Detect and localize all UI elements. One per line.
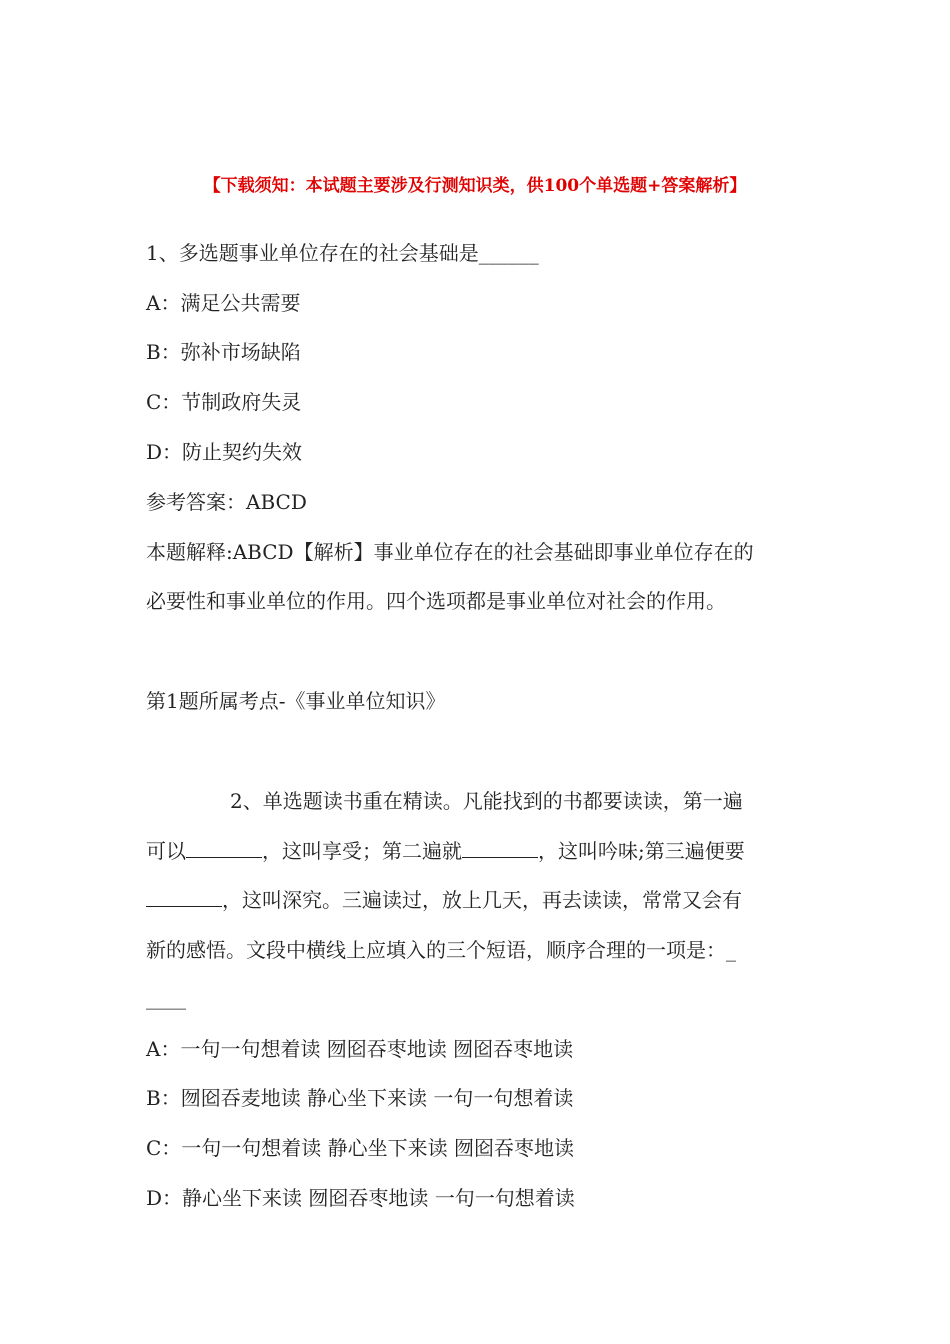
download-notice: 【下载须知：本试题主要涉及行测知识类，供100个单选题+答案解析】: [203, 176, 747, 196]
q1-stem-text: 1、多选题事业单位存在的社会基础是: [146, 241, 479, 265]
q1-option-a: A：满足公共需要: [146, 291, 301, 315]
q1-explanation-line2: 必要性和事业单位的作用。四个选项都是事业单位对社会的作用。: [146, 589, 726, 613]
q2-option-a: A：一句一句想着读 囫囵吞枣地读 囫囵吞枣地读: [146, 1037, 574, 1061]
q2-blank-3: [146, 888, 222, 907]
q2-stem-line5: ____: [146, 986, 186, 1010]
q1-answer: 参考答案：ABCD: [146, 490, 307, 514]
q2-text-2c: ，这叫吟味;第三遍便要: [538, 839, 745, 863]
q1-knowledge-point: 第1题所属考点-《事业单位知识》: [146, 689, 446, 713]
q2-stem-line3: [146, 887, 742, 913]
q2-text-2a: 可以: [146, 839, 186, 863]
q1-blank: ______: [478, 241, 539, 265]
q2-stem-line2: [146, 838, 745, 864]
q1-option-c: C：节制政府失灵: [146, 390, 302, 414]
q1-option-d: D：防止契约失效: [146, 440, 303, 464]
q2-blank-2: [462, 839, 538, 858]
q1-explanation-line1: 本题解释:ABCD【解析】事业单位存在的社会基础即事业单位存在的: [146, 540, 754, 564]
q1-stem: [146, 240, 539, 266]
q2-text-2b: ，这叫享受；第二遍就: [262, 839, 462, 863]
q2-option-d: D：静心坐下来读 囫囵吞枣地读 一句一句想着读: [146, 1186, 575, 1210]
q2-option-b: B：囫囵吞麦地读 静心坐下来读 一句一句想着读: [146, 1086, 574, 1110]
q2-blank-1: [186, 839, 262, 858]
q1-option-b: B：弥补市场缺陷: [146, 340, 301, 364]
q2-stem-line1: 2、单选题读书重在精读。凡能找到的书都要读读，第一遍: [230, 789, 743, 813]
q2-text-3: ，这叫深究。三遍读过，放上几天，再去读读，常常又会有: [222, 888, 742, 912]
q2-stem-line4: 新的感悟。文段中横线上应填入的三个短语，顺序合理的一项是：_: [146, 938, 736, 962]
q2-option-c: C：一句一句想着读 静心坐下来读 囫囵吞枣地读: [146, 1136, 575, 1160]
